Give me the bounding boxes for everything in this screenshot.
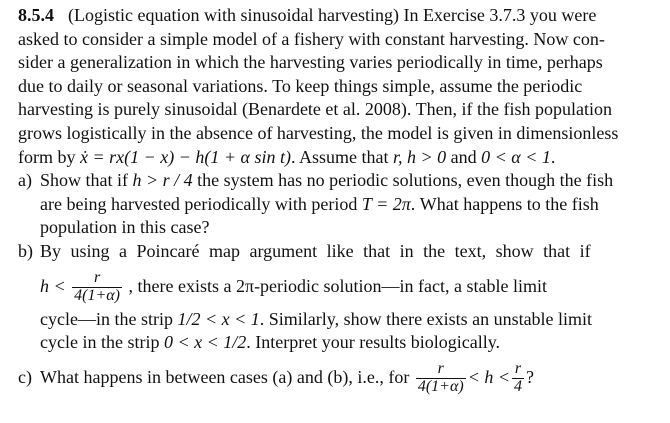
part-b-text: cycle—in the strip (40, 308, 173, 329)
problem-intro (18, 4, 652, 169)
part-a-text: . What happens to the fish (410, 193, 599, 214)
model-equation: ẋ = rx(1 − x) − h(1 + α sin t) (80, 146, 291, 167)
intro-text: (Logistic equation with sinusoidal harvesting) In Exercise 3.7.3 you were (68, 5, 597, 25)
part-a-line (40, 169, 652, 193)
fraction-numerator: r (437, 360, 444, 378)
part-b-text: , there exists a 2π-periodic solution—in fact, a stable limit (128, 275, 547, 296)
part-b (18, 240, 652, 355)
part-b-label: b) (18, 240, 33, 261)
part-a-condition: h > r / 4 (132, 170, 193, 191)
inequality-middle: < h < (467, 366, 510, 387)
part-c-line (40, 355, 652, 399)
intro-line: grows logistically in the absence of harvesting, the model is given in dimensionless (18, 122, 619, 143)
part-b-text: cycle in the strip (40, 332, 160, 353)
part-a (18, 169, 652, 240)
question-mark: ? (526, 366, 534, 387)
intro-line: due to daily or seasonal variations. To keep things simple, assume the periodic (18, 75, 583, 96)
fraction-numerator: r (514, 360, 522, 378)
part-a-line (40, 193, 652, 217)
fraction-denominator: 4(1+α) (74, 286, 121, 304)
part-b-text: . Similarly, show there exists an unstable limit (259, 308, 593, 329)
problem-number: 8.5.4 (18, 5, 54, 25)
part-c (18, 355, 652, 399)
part-b-line (40, 308, 652, 332)
intro-line: asked to consider a simple model of a fishery with constant harvesting. Now con- (18, 28, 605, 49)
part-a-text: are being harvested periodically with period (40, 193, 358, 214)
fraction-denominator: 4 (514, 378, 522, 396)
fraction (512, 361, 524, 396)
alpha-range: 0 < α < 1 (481, 146, 551, 167)
part-a-line: population in this case? (40, 217, 210, 238)
strip-upper: 1/2 < x < 1 (177, 308, 260, 329)
part-b-line (40, 331, 652, 355)
form-prefix: form by (18, 146, 76, 167)
intro-line: sider a generalization in which the harvesting varies periodically in time, perhaps (18, 52, 603, 73)
inequality-lhs: h < (40, 275, 66, 296)
intro-line (18, 4, 652, 28)
part-a-text: Show that if (40, 170, 128, 191)
part-b-text: . Interpret your results biologically. (246, 332, 501, 353)
period-value: T = 2π (361, 193, 411, 214)
strip-lower: 0 < x < 1/2 (163, 332, 247, 353)
assume-text: . Assume that (291, 146, 389, 167)
part-b-fraction-line (40, 264, 652, 308)
part-c-text: What happens in between cases (a) and (b), i.e., for (40, 366, 410, 387)
part-b-line: By using a Poincaré map argument like that in the text, show that if (40, 240, 591, 261)
part-a-text: the system has no periodic solutions, even though the fish (197, 170, 614, 191)
period-mark: . (550, 146, 556, 167)
model-equation-line (18, 146, 652, 170)
intro-line: harvesting is purely sinusoidal (Benardete et al. 2008). Then, if the fish population (18, 99, 613, 120)
part-c-label: c) (18, 366, 32, 387)
fraction (72, 270, 122, 305)
fraction (416, 361, 466, 396)
parameter-condition: r, h > 0 (393, 146, 447, 167)
fraction-denominator: 4(1+α) (417, 378, 464, 396)
fraction-numerator: r (93, 269, 101, 287)
and-text: and (450, 146, 477, 167)
part-a-label: a) (18, 170, 32, 191)
